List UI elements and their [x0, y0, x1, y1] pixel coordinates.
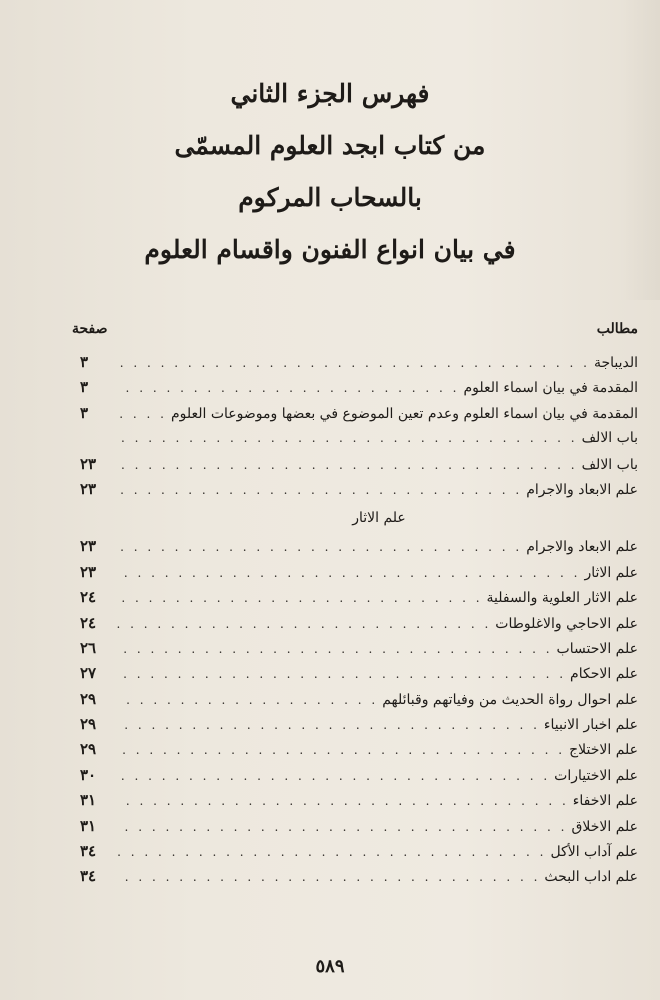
dot-leader: [116, 840, 546, 865]
entry-label: علم الاحتساب: [556, 640, 638, 657]
dot-leader: [116, 535, 522, 560]
toc-entry: [80, 560, 638, 585]
dot-leader: [116, 586, 483, 611]
dot-leader: [116, 561, 580, 586]
page-column-header: صفحة: [72, 321, 108, 337]
dot-leader: [116, 376, 459, 401]
toc-entry: [80, 534, 638, 559]
title-block: [0, 68, 660, 276]
entry-label: علم اخبار الانبياء: [543, 717, 638, 734]
entry-page: ٢٣: [80, 537, 97, 556]
entry-label: علم الاخفاء: [572, 793, 638, 810]
entry-page: ٣٠: [80, 765, 97, 784]
entry-label: علم آداب الأكل: [550, 844, 638, 861]
entry-label: المقدمة في بيان اسماء العلوم وعدم تعين الموضوع في بعضها وموضوعات العلوم: [170, 405, 638, 422]
dot-leader: [116, 815, 568, 840]
entry-page: ٢٤: [80, 613, 97, 632]
entry-label: المقدمة في بيان اسماء العلوم: [463, 380, 638, 397]
dot-leader: [116, 688, 378, 713]
entry-label: علم الاختيارات: [554, 767, 638, 784]
entry-page: ٣: [80, 378, 89, 397]
toc-entry: [80, 350, 638, 375]
dot-leader: [116, 662, 566, 687]
table-of-contents: [80, 350, 638, 890]
entry-page: ٢٣: [80, 562, 97, 581]
entry-label: باب الالف: [581, 430, 638, 447]
toc-entry: [80, 814, 638, 839]
entry-page: ٣٤: [80, 867, 97, 886]
dot-leader: [116, 612, 491, 637]
dot-leader: [116, 764, 550, 789]
page-number: ٥٨٩: [315, 956, 345, 977]
entry-label: باب الالف: [581, 456, 638, 473]
toc-entry: [80, 636, 638, 661]
entry-page: ٢٩: [80, 689, 97, 708]
toc-entry: [80, 661, 638, 686]
toc-entry: [80, 763, 638, 788]
entry-label: علم الابعاد والاجرام: [526, 539, 638, 556]
toc-entry: [80, 585, 638, 610]
entry-label: علم احوال رواة الحديث من وفياتهم وقبائلهم: [382, 691, 638, 708]
entry-label: الديباجة: [593, 355, 638, 371]
title-line-4: في بيان انواع الفنون واقسام العلوم: [144, 235, 516, 264]
entry-label: علم الابعاد والاجرام: [526, 481, 638, 498]
entry-page: ٢٧: [80, 664, 97, 683]
entry-page: ٢٤: [80, 588, 97, 607]
dot-leader: [116, 426, 578, 451]
entry-label: علم الاحكام: [570, 666, 638, 683]
dot-leader: [116, 738, 565, 763]
dot-leader: [116, 402, 167, 427]
toc-entry: [80, 452, 638, 477]
toc-entry: [80, 477, 638, 502]
toc-entry: [80, 839, 638, 864]
toc-entry: [80, 611, 638, 636]
entry-page: ٢٣: [80, 454, 97, 473]
section-heading: علم الاثار: [352, 510, 406, 527]
entry-page: ٣٤: [80, 842, 97, 861]
dot-leader: [116, 478, 522, 503]
toc-entry: [80, 401, 638, 426]
title-line-3: بالسحاب المركوم: [238, 183, 422, 212]
toc-entry: [80, 737, 638, 762]
entry-page: ٢٩: [80, 715, 97, 734]
toc-entry: [80, 426, 638, 451]
entry-page: ٢٩: [80, 740, 97, 759]
title-line-2: من كتاب ابجد العلوم المسمّى: [174, 131, 486, 160]
dot-leader: [116, 351, 590, 376]
entry-label: علم الاحاجي والاغلوطات: [495, 615, 638, 632]
entry-page: ٣١: [80, 816, 97, 835]
entry-label: علم الاختلاج: [569, 742, 638, 759]
title-line-1: فهرس الجزء الثاني: [230, 79, 430, 108]
dot-leader: [116, 713, 540, 738]
toc-entry: [80, 687, 638, 712]
entry-label: علم الاثار العلوية والسفلية: [486, 590, 638, 607]
toc-entry: [80, 788, 638, 813]
entry-page: ٣: [80, 403, 89, 422]
dot-leader: [116, 453, 578, 478]
entry-page: ٢٣: [80, 479, 97, 498]
entry-label: علم الاخلاق: [571, 818, 638, 835]
entry-page: ٣: [80, 353, 89, 371]
entry-page: ٢٦: [80, 638, 97, 657]
dot-leader: [116, 789, 569, 814]
entry-label: علم اداب البحث: [544, 869, 638, 886]
entry-label: علم الاثار: [584, 564, 638, 581]
dot-leader: [116, 637, 553, 662]
toc-entry: [80, 712, 638, 737]
toc-entry: [80, 864, 638, 889]
dot-leader: [116, 865, 540, 890]
topics-column-header: مطالب: [596, 321, 638, 337]
toc-entry: [80, 375, 638, 400]
entry-page: ٣١: [80, 791, 97, 810]
